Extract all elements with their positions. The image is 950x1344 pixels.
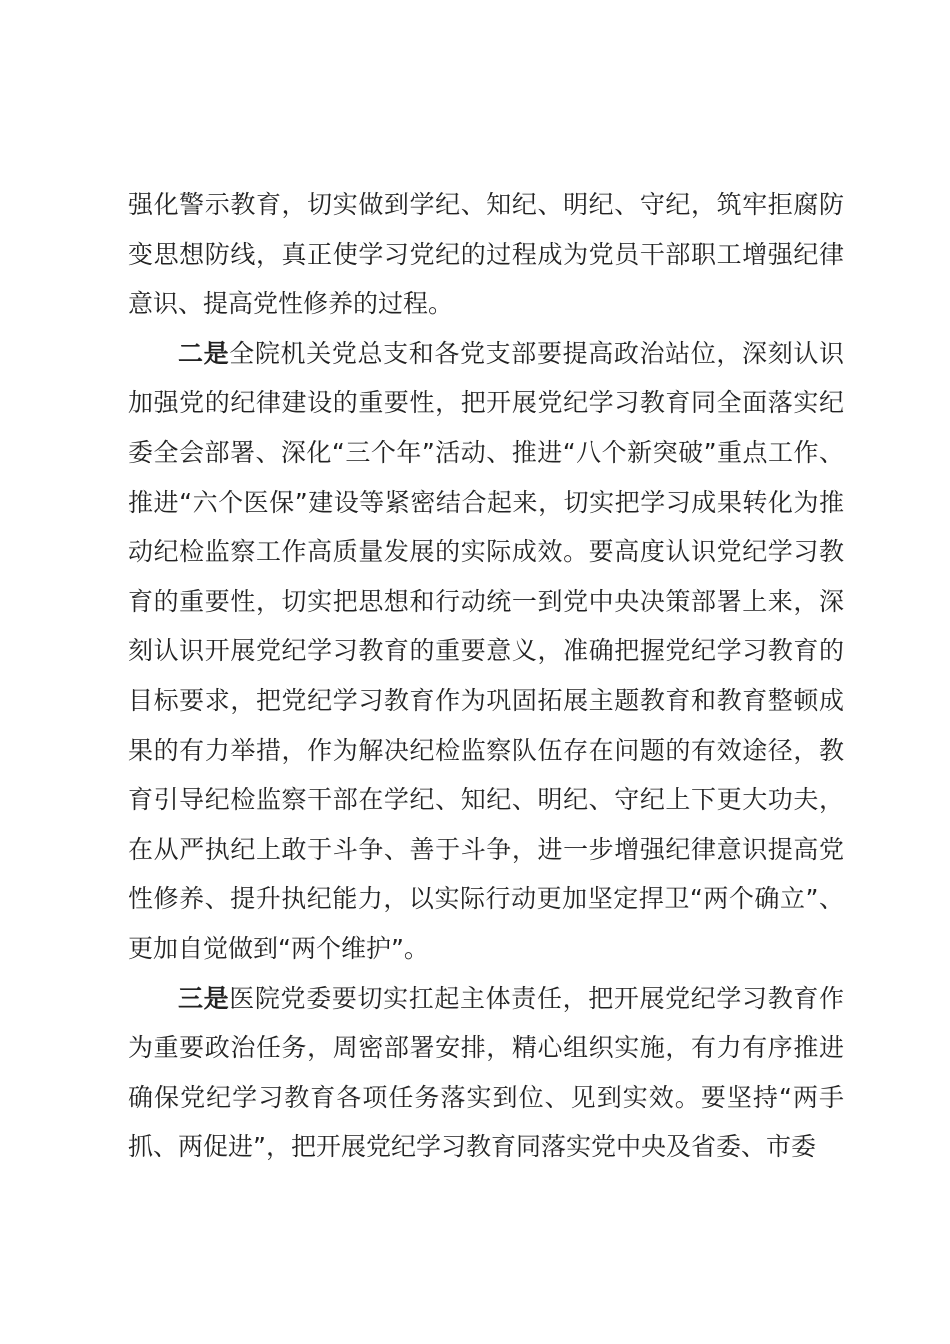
paragraph-continuation — [128, 180, 844, 329]
paragraph-point-two — [128, 329, 844, 974]
paragraph-lead-label: 三是 — [178, 983, 230, 1013]
paragraph-text: 强化警示教育，切实做到学纪、知纪、明纪、守纪，筑牢拒腐防变思想防线，真正使学习党纪的过程成为党员干部职工增强纪律意识、提高党性修养的过程。 — [128, 190, 844, 319]
paragraph-text: 全院机关党总支和各党支部要提高政治站位，深刻认识加强党的纪律建设的重要性，把开展党纪学习教育同全面落实纪委全会部署、深化“三个年”活动、推进“八个新突破”重点工作、推进“六个医保”建设等紧密结合起来，切实把学习成果转化为推动纪检监察工作高质量发展的实际成效。要高度认识党纪学习教育的重要性，切实把思想和行动统一到党中央决策部署上来，深刻认识开展党纪学习教育的重要意义，准确把握党纪学习教育的目标要求，把党纪学习教育作为巩固拓展主题教育和教育整顿成果的有力举措，作为解决纪检监察队伍存在问题的有效途径，教育引导纪检监察干部在学纪、知纪、明纪、守纪上下更大功夫，在从严执纪上敢于斗争、善于斗争，进一步增强纪律意识提高党性修养、提升执纪能力，以实际行动更加坚定捍卫“两个确立”、更加自觉做到“两个维护”。 — [128, 338, 844, 963]
document-body — [128, 180, 844, 1172]
paragraph-point-three — [128, 974, 844, 1172]
paragraph-lead-label: 二是 — [178, 338, 230, 368]
paragraph-text: 医院党委要切实扛起主体责任，把开展党纪学习教育作为重要政治任务，周密部署安排，精心组织实施，有力有序推进确保党纪学习教育各项任务落实到位、见到实效。要坚持“两手抓、两促进”，把开展党纪学习教育同落实党中央及省委、市委 — [128, 983, 844, 1162]
